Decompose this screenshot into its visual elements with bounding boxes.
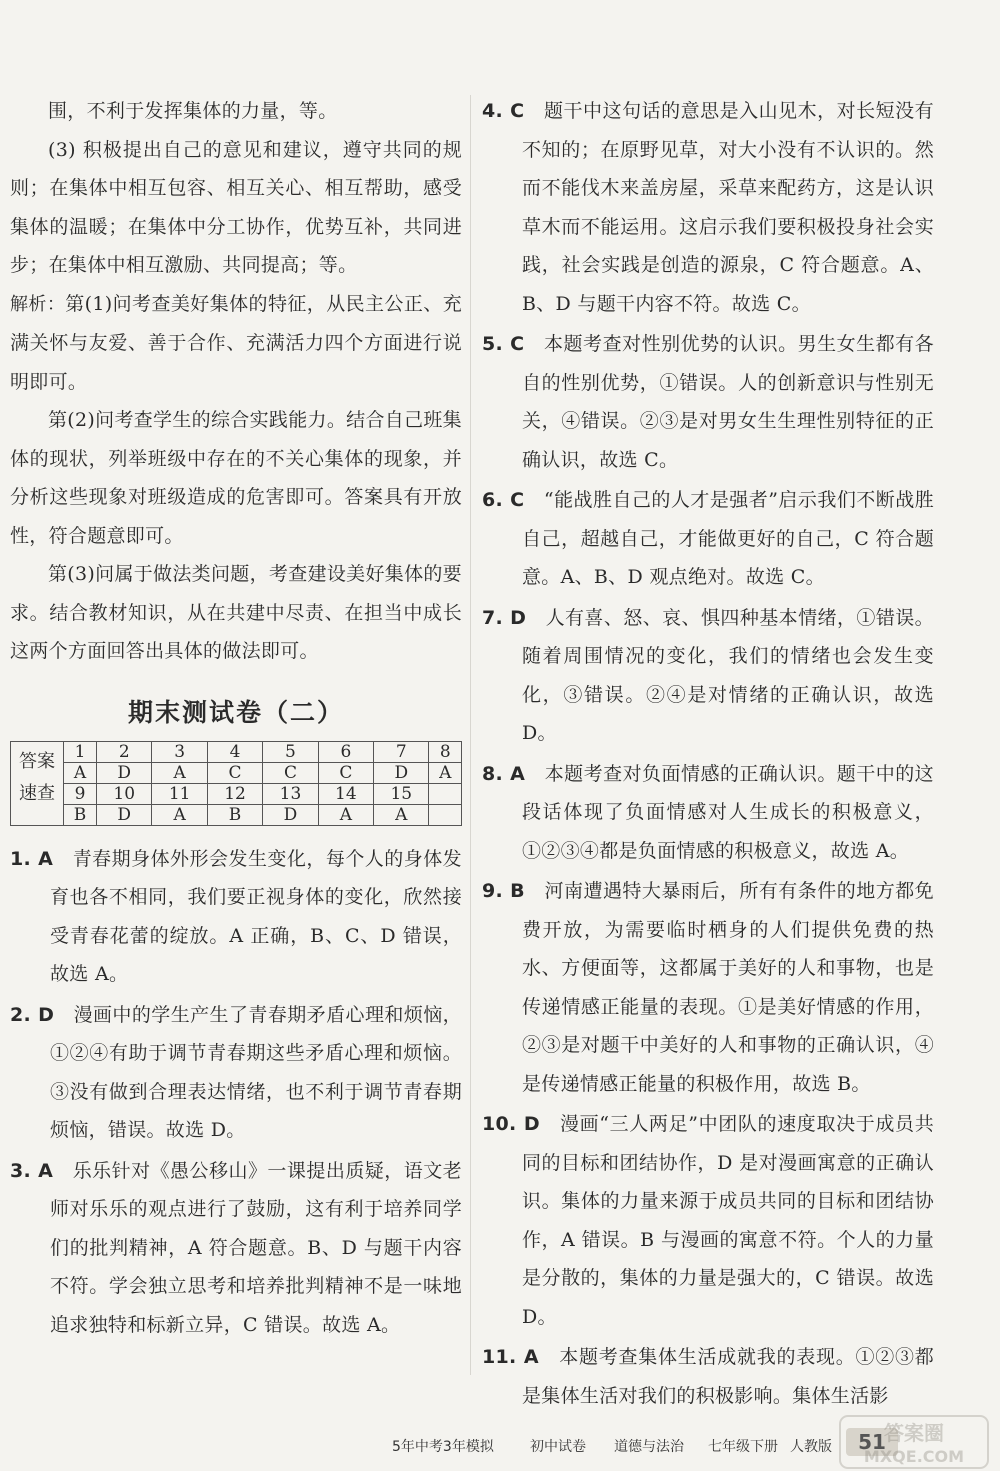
right-column (482, 92, 934, 1417)
table-cell: B (64, 804, 97, 825)
answer-item (482, 1105, 934, 1336)
table-label: 答案 (11, 741, 64, 783)
paragraph: 第(2)问考查学生的综合实践能力。结合自己班集体的现状，列举班级中存在的不关心集体的现象，并分析这些现象对班级造成的危害即可。答案具有开放性，符合题意即可。 (10, 409, 462, 547)
table-cell: 11 (152, 783, 207, 804)
table-cell: C (207, 762, 262, 783)
paragraph: 第(3)问属于做法类问题，考查建设美好集体的要求。结合教材知识，从在共建中尽责、在担当中成长这两个方面回答出具体的做法即可。 (10, 563, 462, 662)
table-cell (429, 783, 462, 804)
question-text: 本题考查对性别优势的认识。男生女生都有各自的性别优势，①错误。人的创新意识与性别无关，④错误。②③是对男女生生理性别特征的正确认识，故选 C。 (522, 333, 934, 471)
table-cell: 12 (207, 783, 262, 804)
question-label: 1. A (10, 847, 54, 870)
question-text: 人有喜、怒、哀、惧四种基本情绪，①错误。随着周围情况的变化，我们的情绪也会发生变化，③错误。②④是对情绪的正确认识，故选 D。 (522, 606, 934, 744)
question-text: 漫画“三人两足”中团队的速度取决于成员共同的目标和团结协作，D 是对漫画寓意的正确认识。集体的力量来源于成员共同的目标和团结协作，A 错误。B 与漫画的寓意不符。个人的力量是分散的，集体的力量是强大的，C 错误。故选 D。 (522, 1113, 934, 1328)
question-label: 10. D (482, 1113, 540, 1135)
analysis-label: 解析： (10, 293, 66, 315)
table-cell: 5 (263, 741, 318, 762)
svg-text:MXQE.COM: MXQE.COM (863, 1447, 965, 1466)
question-label: 7. D (482, 606, 527, 629)
paragraph: 围，不利于发挥集体的力量，等。 (48, 100, 338, 122)
table-cell: D (97, 762, 152, 783)
answer-table (10, 741, 462, 826)
question-label: 11. A (482, 1346, 539, 1368)
page-number: 51 (846, 1428, 898, 1456)
question-label: 2. D (10, 1003, 55, 1026)
table-cell: A (374, 804, 429, 825)
question-text: “能战胜自己的人才是强者”启示我们不断战胜自己，超越自己，才能做更好的自己，C 符合题意。A、B、D 观点绝对。故选 C。 (522, 489, 934, 588)
table-label: 速查 (11, 783, 64, 825)
table-cell: 4 (207, 741, 262, 762)
analysis-paragraph (10, 285, 462, 402)
table-cell: A (318, 804, 373, 825)
question-label: 8. A (482, 762, 526, 785)
footer-grade: 七年级下册 (708, 1439, 778, 1455)
table-cell: 2 (97, 741, 152, 762)
footer-series: 5年中考3年模拟 (392, 1439, 494, 1455)
answer-item (10, 996, 462, 1150)
table-cell: 3 (152, 741, 207, 762)
table-cell: 8 (429, 741, 462, 762)
table-cell: 10 (97, 783, 152, 804)
question-text: 漫画中的学生产生了青春期矛盾心理和烦恼，①②④有助于调节青春期这些矛盾心理和烦恼。③没有做到合理表达情绪，也不利于调节青春期烦恼，错误。故选 D。 (50, 1003, 462, 1141)
table-cell: 7 (374, 741, 429, 762)
table-cell: C (318, 762, 373, 783)
table-cell: A (429, 762, 462, 783)
question-label: 9. B (482, 880, 525, 902)
question-text: 乐乐针对《愚公移山》一课提出质疑，语文老师对乐乐的观点进行了鼓励，这有利于培养同学们的批判精神，A 符合题意。B、D 与题干内容不符。学会独立思考和培养批判精神不是一味地追求独特和标新立异，C 错误。故选 A。 (50, 1159, 462, 1336)
table-cell: A (64, 762, 97, 783)
question-text: 河南遭遇特大暴雨后，所有有条件的地方都免费开放，为需要临时栖身的人们提供免费的热水、方便面等，这都属于美好的人和事物，也是传递情感正能量的表现。①是美好情感的作用，②③是对题干中美好的人和事物的正确认识，④是传递情感正能量的积极作用，故选 B。 (522, 880, 934, 1095)
table-cell (429, 804, 462, 825)
table-cell: D (263, 804, 318, 825)
table-cell: A (152, 762, 207, 783)
answer-item (10, 1152, 462, 1345)
answer-item (482, 325, 934, 479)
table-cell: 9 (64, 783, 97, 804)
answer-item (482, 755, 934, 871)
question-label: 6. C (482, 489, 525, 511)
svg-text:答案圈: 答案圈 (884, 1421, 944, 1445)
table-cell: C (263, 762, 318, 783)
table-cell: 13 (263, 783, 318, 804)
table-cell: 6 (318, 741, 373, 762)
table-cell: 1 (64, 741, 97, 762)
table-cell: B (207, 804, 262, 825)
answer-item (482, 481, 934, 597)
question-text: 本题考查对负面情感的正确认识。题干中的这段话体现了负面情感对人生成长的积极意义，①②③④都是负面情感的积极意义，故选 A。 (522, 762, 934, 862)
question-label: 4. C (482, 100, 525, 122)
watermark-logo (836, 1414, 992, 1470)
footer-subject: 道德与法治 (614, 1439, 684, 1455)
answer-item (482, 599, 934, 753)
footer-type: 初中试卷 (530, 1439, 586, 1455)
answer-item (482, 92, 934, 323)
table-cell: 15 (374, 783, 429, 804)
analysis-text: 第(1)问考查美好集体的特征，从民主公正、充满关怀与友爱、善于合作、充满活力四个方面进行说明即可。 (10, 292, 463, 393)
paragraph: (3) 积极提出自己的意见和建议，遵守共同的规则；在集体中相互包容、相互关心、相互帮助，感受集体的温暖；在集体中分工协作，优势互补，共同进步；在集体中相互激励、共同提高；等。 (10, 138, 462, 276)
table-cell: A (152, 804, 207, 825)
answer-item (482, 872, 934, 1103)
answer-item (482, 1338, 934, 1415)
question-text: 本题考查集体生活成就我的表现。①②③都是集体生活对我们的积极影响。集体生活影 (522, 1346, 935, 1407)
table-cell: D (374, 762, 429, 783)
answer-item (10, 840, 462, 994)
left-column (10, 92, 462, 1346)
question-label: 3. A (10, 1159, 54, 1182)
question-label: 5. C (482, 333, 525, 355)
column-divider (470, 95, 471, 1375)
question-text: 题干中这句话的意思是入山见木，对长短没有不知的；在原野见草，对大小没有不认识的。然而不能伐木来盖房屋，采草来配药方，这是认识草木而不能运用。这启示我们要积极投身社会实践，社会实践是创造的源泉，C 符合题意。A、B、D 与题干内容不符。故选 C。 (522, 100, 934, 315)
section-title: 期末测试卷（二） (127, 697, 344, 727)
question-text: 青春期身体外形会发生变化，每个人的身体发育也各不相同，我们要正视身体的变化，欣然接受青春花蕾的绽放。A 正确，B、C、D 错误，故选 A。 (50, 847, 462, 985)
table-cell: D (97, 804, 152, 825)
footer-edition: 人教版 (790, 1439, 832, 1455)
table-cell: 14 (318, 783, 373, 804)
